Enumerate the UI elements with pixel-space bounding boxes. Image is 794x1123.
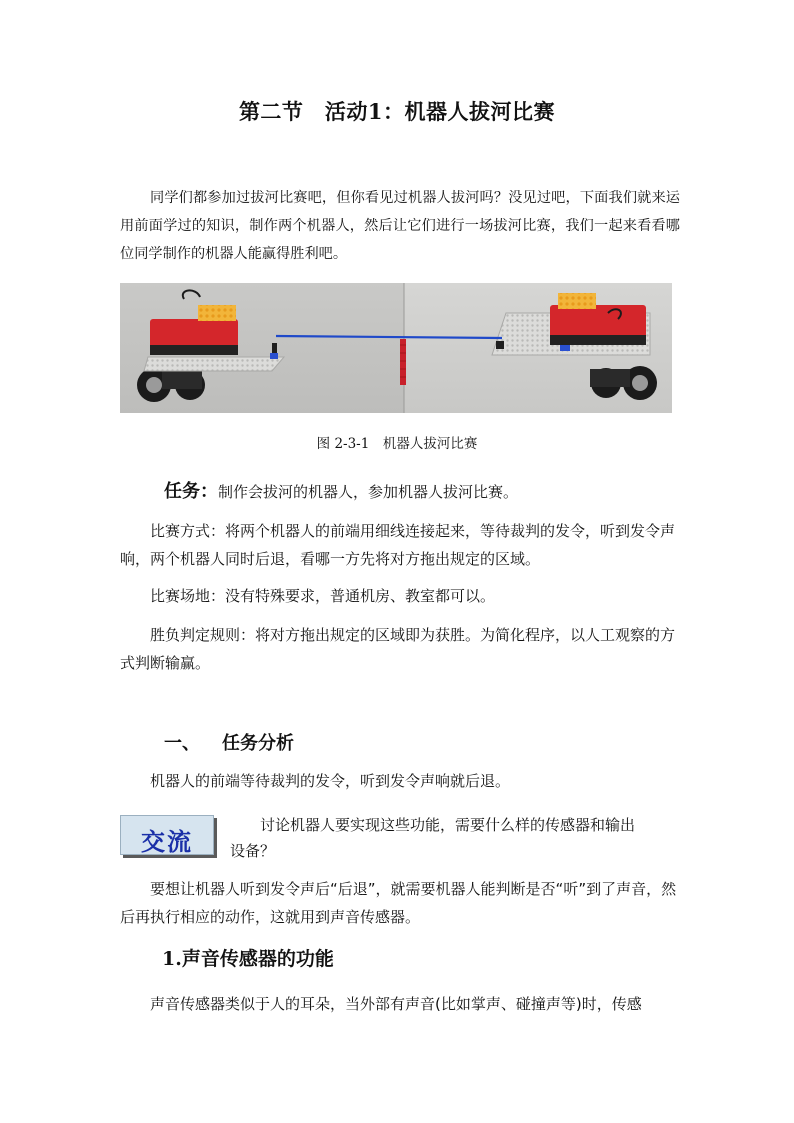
section-title: 任务分析 (222, 733, 294, 754)
intro-text: 同学们都参加过拔河比赛吧，但你看见过机器人拔河吗？没见过吧，下面我们就来运用前面学过的知识，制作两个机器人，然后让它们进行一场拔河比赛，我们一起来看看哪位同学制作的机器人能赢得胜利吧。 (120, 190, 680, 262)
analysis-paragraph (120, 875, 678, 931)
rules-venue-paragraph (120, 582, 678, 610)
rules-judging-paragraph (120, 621, 678, 677)
exchange-badge (120, 815, 214, 855)
exchange-line-1: 讨论机器人要实现这些功能，需要什么样的传感器和输出 (260, 816, 636, 834)
rules-method-text: 比赛方式：将两个机器人的前端用细线连接起来，等待裁判的发令，听到发令声响，两个机器人同时后退，看哪一方先将对方拖出规定的区域。 (120, 522, 676, 568)
rules-venue-text: 比赛场地：没有特殊要求，普通机房、教室都可以。 (150, 587, 496, 605)
task-label: 任务： (164, 481, 218, 502)
section-number: 一、 (164, 733, 200, 754)
exchange-badge-label: 交流 (141, 828, 193, 856)
figure-caption: 图 2-3-1 机器人拔河比赛 (316, 436, 478, 452)
rules-method-paragraph (120, 517, 678, 573)
robot-tug-of-war-photo (120, 283, 672, 413)
exchange-line-2: 设备？ (230, 842, 276, 860)
exchange-prompt (230, 812, 680, 864)
page-title: 第二节 活动1：机器人拔河比赛 (238, 99, 556, 124)
sound-sensor-paragraph (120, 990, 678, 1018)
subsection-heading-sound-sensor: 1.声音传感器的功能 (162, 948, 334, 970)
analysis-text: 要想让机器人听到发令声后“后退”，就需要机器人能判断是否“听”到了声音，然后再执行相应的动作，这就用到声音传感器。 (120, 880, 677, 926)
rules-judging-text: 胜负判定规则：将对方拖出规定的区域即为获胜。为简化程序，以人工观察的方式判断输赢。 (120, 626, 676, 672)
intro-paragraph (120, 184, 680, 268)
center-marker (400, 339, 406, 385)
sound-sensor-text: 声音传感器类似于人的耳朵，当外部有声音(比如掌声、碰撞声等)时，传感 (150, 995, 642, 1013)
task-text: 制作会拔河的机器人，参加机器人拔河比赛。 (218, 483, 519, 501)
section-heading-task-analysis (164, 729, 294, 755)
task-analysis-paragraph (120, 767, 678, 795)
task-analysis-text: 机器人的前端等待裁判的发令，听到发令声响就后退。 (150, 772, 511, 790)
task-line (164, 477, 518, 503)
